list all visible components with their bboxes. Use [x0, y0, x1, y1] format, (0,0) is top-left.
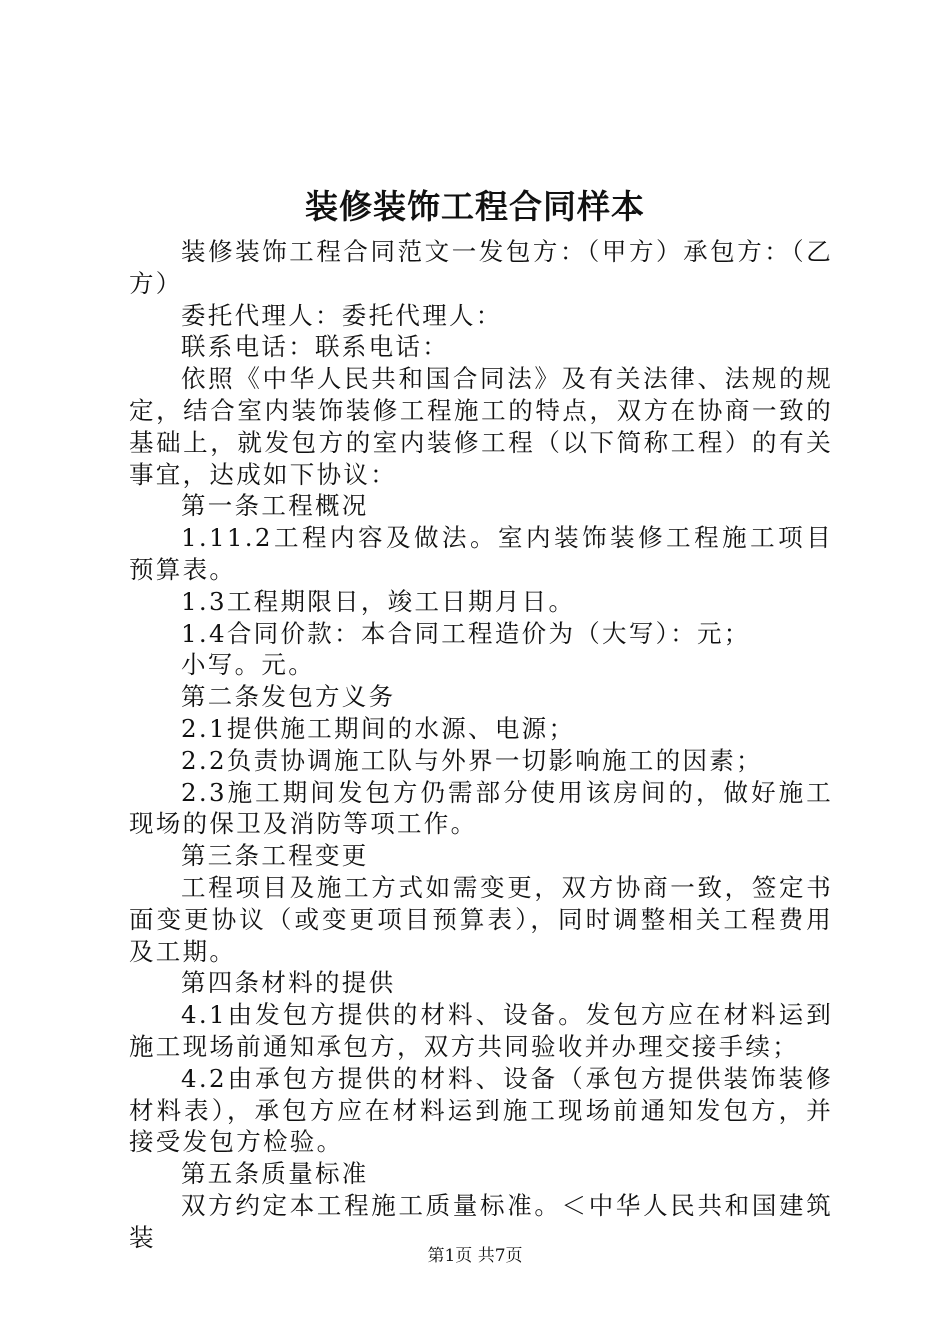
- paragraph: 双方约定本工程施工质量标准。＜中华人民共和国建筑装: [129, 1190, 833, 1252]
- paragraph: 2.3施工期间发包方仍需部分使用该房间的，做好施工现场的保卫及消防等项工作。: [129, 777, 833, 839]
- document-title: 装修装饰工程合同样本: [305, 187, 645, 226]
- section-heading: 第四条材料的提供: [181, 968, 396, 998]
- section-heading: 第二条发包方义务: [181, 682, 396, 712]
- paragraph: 装修装饰工程合同范文一发包方：（甲方）承包方：（乙方）: [129, 237, 833, 298]
- paragraph: 4.2由承包方提供的材料、设备（承包方提供装饰装修材料表），承包方应在材料运到施工现场前通知发包方，并接受发包方检验。: [129, 1063, 833, 1157]
- document-body: [129, 236, 833, 1254]
- paragraph: 依照《中华人民共和国合同法》及有关法律、法规的规定，结合室内装饰装修工程施工的特点，双方在协商一致的基础上，就发包方的室内装修工程（以下简称工程）的有关事宜，达成如下协议：: [129, 364, 833, 489]
- paragraph: 小写。元。: [181, 650, 315, 680]
- paragraph: 2.2负责协调施工队与外界一切影响施工的因素；: [181, 745, 763, 775]
- paragraph: 4.1由发包方提供的材料、设备。发包方应在材料运到施工现场前通知承包方，双方共同验收并办理交接手续；: [129, 1000, 833, 1061]
- paragraph: 工程项目及施工方式如需变更，双方协商一致，签定书面变更协议（或变更项目预算表），同时调整相关工程费用及工期。: [129, 872, 833, 966]
- paragraph: 委托代理人：委托代理人：: [181, 300, 503, 330]
- page-footer: 第1页 共7页: [427, 1246, 523, 1266]
- paragraph: 联系电话：联系电话：: [181, 332, 449, 362]
- section-heading: 第三条工程变更: [181, 841, 369, 871]
- paragraph: 1.11.2工程内容及做法。室内装饰装修工程施工项目预算表。: [129, 523, 833, 584]
- paragraph: 1.4合同价款：本合同工程造价为（大写）：元；: [181, 618, 751, 648]
- paragraph: 2.1提供施工期间的水源、电源；: [181, 713, 576, 743]
- section-heading: 第五条质量标准: [181, 1159, 369, 1189]
- section-heading: 第一条工程概况: [181, 491, 369, 521]
- paragraph: 1.3工程期限日，竣工日期月日。: [181, 586, 576, 616]
